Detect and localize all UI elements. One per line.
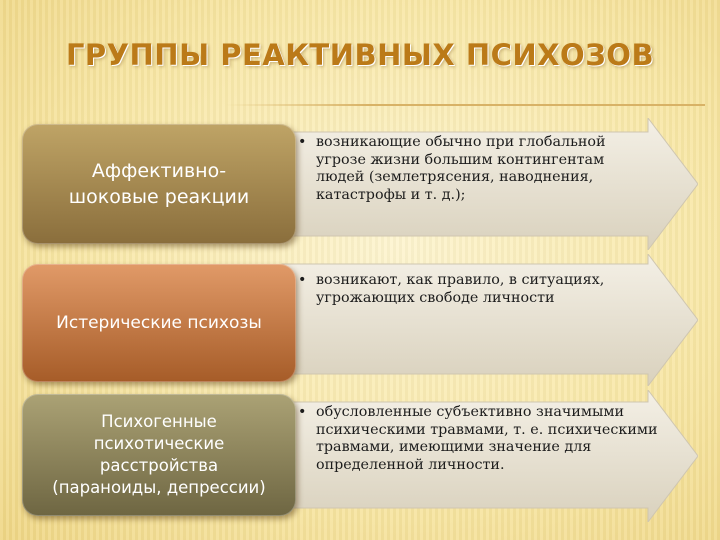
category-label-line: Аффективно- <box>91 160 227 182</box>
title-divider <box>225 104 705 106</box>
category-box-1 <box>22 124 296 244</box>
diagram-row-1 <box>0 118 720 250</box>
description-list-1 <box>298 134 648 204</box>
description-list-2 <box>298 272 648 307</box>
page-title: ГРУППЫ РЕАКТИВНЫХ ПСИХОЗОВ <box>65 38 655 72</box>
category-label-line: психотические <box>93 434 225 453</box>
category-label-line: шоковые реакции <box>68 186 250 208</box>
diagram-row-2 <box>0 254 720 386</box>
category-label-line: расстройства <box>99 456 219 475</box>
description-text-2: • возникают, как правило, в ситуациях, угрожающих свободе личности <box>298 272 648 307</box>
category-label-line: Психогенные <box>101 412 217 431</box>
category-box-3 <box>22 394 296 516</box>
description-list-3 <box>298 404 660 474</box>
category-label-line: (параноиды, депрессии) <box>52 478 266 497</box>
diagram-row-3 <box>0 390 720 522</box>
category-label-line: Истерические психозы <box>56 313 262 333</box>
category-box-2 <box>22 264 296 382</box>
description-text-3: • обусловленные субъективно значимыми психическими травмами, т. е. психическими травмами, имеющими значение для определенной личности. <box>298 404 660 474</box>
description-text-1: • возникающие обычно при глобальной угрозе жизни большим контингентам людей (землетрясения, наводнения, катастрофы и т. д.); <box>298 134 648 204</box>
